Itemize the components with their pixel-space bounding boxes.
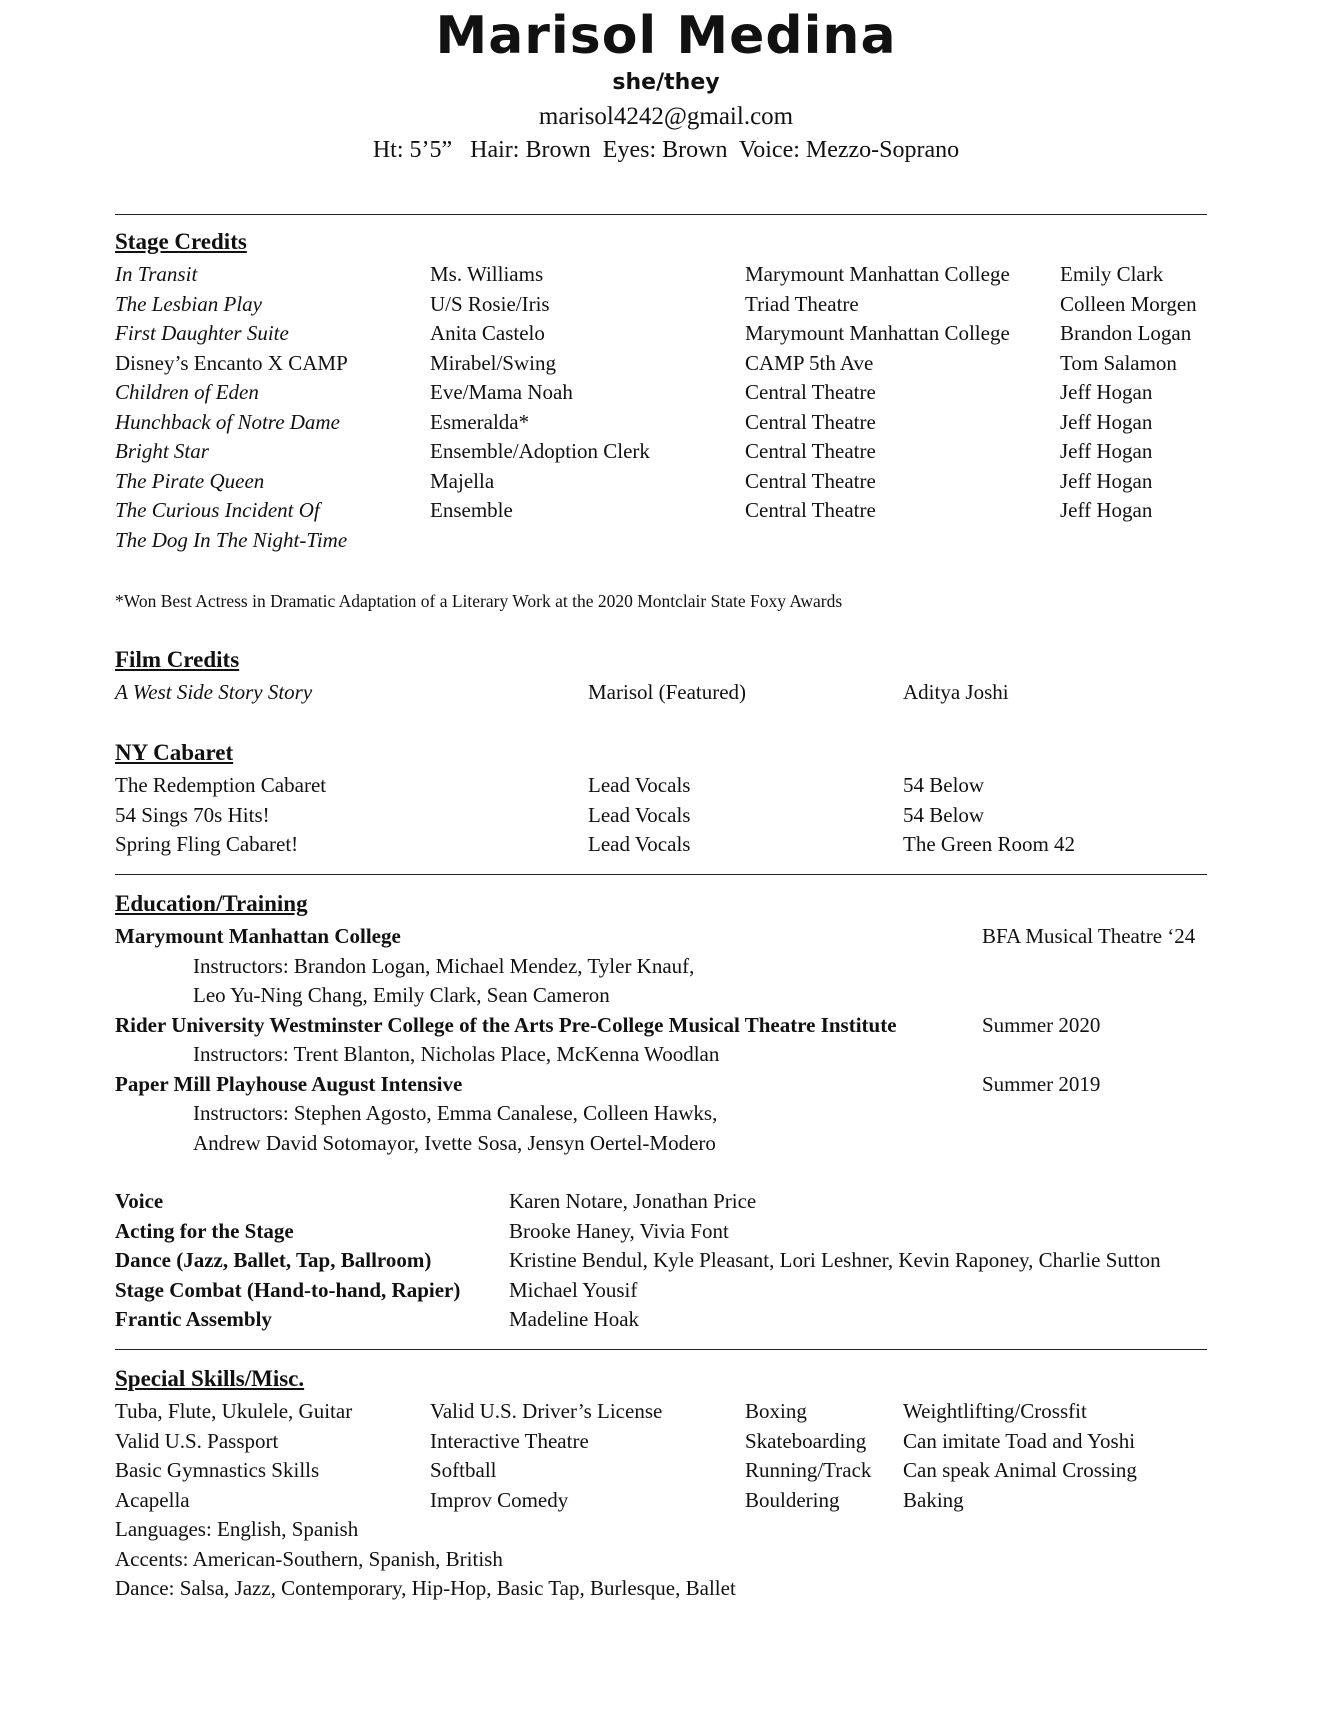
training-subject: Frantic Assembly bbox=[115, 1307, 272, 1331]
show-title: Bright Star bbox=[115, 439, 209, 463]
venue: Central Theatre bbox=[745, 498, 876, 522]
stage-credit-row bbox=[0, 437, 1332, 466]
school-row bbox=[0, 922, 1332, 951]
instructors-line: Instructors: Brandon Logan, Michael Mendez, Tyler Knauf, bbox=[193, 953, 695, 978]
role: Lead Vocals bbox=[588, 802, 691, 827]
director: Jeff Hogan bbox=[1060, 498, 1153, 522]
skill: Can imitate Toad and Yoshi bbox=[903, 1428, 1136, 1453]
training-row bbox=[0, 1246, 1332, 1275]
skill: Acapella bbox=[115, 1487, 190, 1512]
training-subject: Acting for the Stage bbox=[115, 1218, 294, 1243]
training-teachers: Kristine Bendul, Kyle Pleasant, Lori Leshner, Kevin Raponey, Charlie Sutton bbox=[509, 1248, 1161, 1272]
show-title: The Redemption Cabaret bbox=[115, 773, 327, 797]
venue: Marymount Manhattan College bbox=[745, 321, 1010, 345]
stage-credit-row bbox=[0, 496, 1332, 525]
skill: Weightlifting/Crossfit bbox=[903, 1399, 1087, 1423]
director: Emily Clark bbox=[1060, 262, 1164, 286]
venue: Triad Theatre bbox=[745, 291, 859, 316]
skill: Valid U.S. Driver’s License bbox=[430, 1399, 663, 1423]
cabaret-heading: NY Cabaret bbox=[115, 740, 234, 765]
stage-credits-heading: Stage Credits bbox=[115, 229, 247, 254]
show-title: Hunchback of Notre Dame bbox=[115, 409, 340, 434]
film-title: A West Side Story Story bbox=[115, 680, 313, 704]
school-name: Rider University Westminster College of the Arts Pre-College Musical Theatre Institute bbox=[115, 1012, 897, 1037]
venue: CAMP 5th Ave bbox=[745, 350, 874, 375]
director: Jeff Hogan bbox=[1060, 468, 1153, 493]
show-title: First Daughter Suite bbox=[115, 321, 289, 345]
role: Eve/Mama Noah bbox=[430, 380, 573, 404]
instructors-line: Instructors: Trent Blanton, Nicholas Place, McKenna Woodlan bbox=[193, 1042, 720, 1066]
film-credits-heading: Film Credits bbox=[115, 647, 240, 672]
show-title: In Transit bbox=[115, 262, 198, 286]
divider bbox=[115, 214, 1207, 215]
school-name: Paper Mill Playhouse August Intensive bbox=[115, 1071, 463, 1096]
school-detail: Summer 2019 bbox=[982, 1071, 1101, 1096]
venue: Marymount Manhattan College bbox=[745, 262, 1010, 286]
instructors-line: Leo Yu-Ning Chang, Emily Clark, Sean Cameron bbox=[193, 983, 610, 1007]
venue: Central Theatre bbox=[745, 409, 876, 434]
skills-row bbox=[0, 1427, 1332, 1456]
training-subject: Stage Combat (Hand-to-hand, Rapier) bbox=[115, 1277, 461, 1302]
stage-credit-row bbox=[0, 378, 1332, 407]
skills-row bbox=[0, 1456, 1332, 1485]
role: Lead Vocals bbox=[588, 773, 691, 797]
pronouns: she/they bbox=[612, 70, 720, 95]
venue: Central Theatre bbox=[745, 380, 876, 404]
director: Colleen Morgen bbox=[1060, 291, 1197, 316]
dance-styles-line: Dance: Salsa, Jazz, Contemporary, Hip-Hop, Basic Tap, Burlesque, Ballet bbox=[115, 1576, 736, 1600]
director: Jeff Hogan bbox=[1060, 439, 1153, 463]
cabaret-row bbox=[0, 771, 1332, 800]
skill: Running/Track bbox=[745, 1458, 872, 1482]
training-teachers: Madeline Hoak bbox=[509, 1307, 640, 1331]
role: Esmeralda* bbox=[430, 409, 530, 434]
school-row bbox=[0, 1070, 1332, 1099]
show-title: The Pirate Queen bbox=[115, 468, 265, 493]
show-title: Children of Eden bbox=[115, 380, 259, 404]
cabaret-row bbox=[0, 830, 1332, 859]
school-detail: BFA Musical Theatre ‘24 bbox=[982, 924, 1196, 948]
education-heading: Education/Training bbox=[115, 891, 308, 916]
skills-row bbox=[0, 1397, 1332, 1426]
role: Ensemble/Adoption Clerk bbox=[430, 439, 650, 463]
venue: 54 Below bbox=[903, 802, 985, 827]
training-teachers: Brooke Haney, Vivia Font bbox=[509, 1218, 729, 1243]
director: Tom Salamon bbox=[1060, 350, 1177, 375]
skill: Interactive Theatre bbox=[430, 1428, 589, 1453]
skill: Valid U.S. Passport bbox=[115, 1428, 279, 1453]
venue: 54 Below bbox=[903, 773, 985, 797]
actor-name: Marisol Medina bbox=[435, 6, 897, 66]
training-row bbox=[0, 1187, 1332, 1216]
show-title: Spring Fling Cabaret! bbox=[115, 832, 299, 856]
accents-line: Accents: American-Southern, Spanish, British bbox=[115, 1546, 503, 1571]
skill: Baking bbox=[903, 1487, 964, 1512]
stage-credit-row bbox=[0, 349, 1332, 378]
training-teachers: Michael Yousif bbox=[509, 1277, 638, 1302]
training-subject: Dance (Jazz, Ballet, Tap, Ballroom) bbox=[115, 1248, 432, 1272]
director: Aditya Joshi bbox=[903, 680, 1009, 704]
award-note: *Won Best Actress in Dramatic Adaptation of a Literary Work at the 2020 Montclair State Foxy Awards bbox=[115, 591, 843, 611]
role: Marisol (Featured) bbox=[588, 680, 747, 704]
stage-credit-row bbox=[0, 290, 1332, 319]
role: Majella bbox=[430, 468, 495, 493]
email[interactable]: marisol4242@gmail.com bbox=[538, 103, 794, 130]
school-row bbox=[0, 1011, 1332, 1040]
role: U/S Rosie/Iris bbox=[430, 291, 550, 316]
role: Lead Vocals bbox=[588, 832, 691, 856]
skill: Can speak Animal Crossing bbox=[903, 1458, 1137, 1482]
role: Ensemble bbox=[430, 498, 513, 522]
divider bbox=[115, 874, 1207, 875]
skills-heading: Special Skills/Misc. bbox=[115, 1366, 305, 1391]
venue: Central Theatre bbox=[745, 468, 876, 493]
director: Brandon Logan bbox=[1060, 321, 1192, 345]
director: Jeff Hogan bbox=[1060, 409, 1153, 434]
skill: Improv Comedy bbox=[430, 1487, 569, 1512]
venue: The Green Room 42 bbox=[903, 832, 1076, 856]
director: Jeff Hogan bbox=[1060, 380, 1153, 404]
role: Ms. Williams bbox=[430, 262, 544, 286]
training-subject: Voice bbox=[115, 1189, 164, 1213]
training-teachers: Karen Notare, Jonathan Price bbox=[509, 1189, 757, 1213]
skill: Basic Gymnastics Skills bbox=[115, 1458, 320, 1482]
school-detail: Summer 2020 bbox=[982, 1012, 1101, 1037]
skill: Bouldering bbox=[745, 1487, 840, 1512]
instructors-line: Instructors: Stephen Agosto, Emma Canalese, Colleen Hawks, bbox=[193, 1101, 718, 1125]
training-row bbox=[0, 1217, 1332, 1246]
role: Mirabel/Swing bbox=[430, 350, 556, 375]
instructors-line: Andrew David Sotomayor, Ivette Sosa, Jensyn Oertel-Modero bbox=[193, 1130, 716, 1155]
languages-line: Languages: English, Spanish bbox=[115, 1517, 359, 1541]
stage-credit-row bbox=[0, 408, 1332, 437]
school-name: Marymount Manhattan College bbox=[115, 924, 401, 948]
show-title: 54 Sings 70s Hits! bbox=[115, 802, 270, 827]
skill: Skateboarding bbox=[745, 1428, 867, 1453]
training-row bbox=[0, 1305, 1332, 1334]
venue: Central Theatre bbox=[745, 439, 876, 463]
cabaret-row bbox=[0, 801, 1332, 830]
stage-credit-row bbox=[0, 260, 1332, 289]
show-title: The Lesbian Play bbox=[115, 291, 262, 316]
physical-stats: Ht: 5’5” Hair: Brown Eyes: Brown Voice: Mezzo-Soprano bbox=[372, 137, 960, 163]
stage-credit-row bbox=[0, 467, 1332, 496]
skill: Tuba, Flute, Ukulele, Guitar bbox=[115, 1399, 353, 1423]
film-credit-row bbox=[0, 678, 1332, 707]
show-title: The Curious Incident Of bbox=[115, 498, 320, 522]
stage-credit-row bbox=[0, 319, 1332, 348]
show-title: The Dog In The Night-Time bbox=[115, 527, 348, 552]
skills-row bbox=[0, 1486, 1332, 1515]
training-row bbox=[0, 1276, 1332, 1305]
divider bbox=[115, 1349, 1207, 1350]
skill: Softball bbox=[430, 1458, 497, 1482]
skill: Boxing bbox=[745, 1399, 807, 1423]
role: Anita Castelo bbox=[430, 321, 545, 345]
show-title: Disney’s Encanto X CAMP bbox=[115, 350, 348, 375]
stage-credit-row bbox=[0, 526, 1332, 555]
